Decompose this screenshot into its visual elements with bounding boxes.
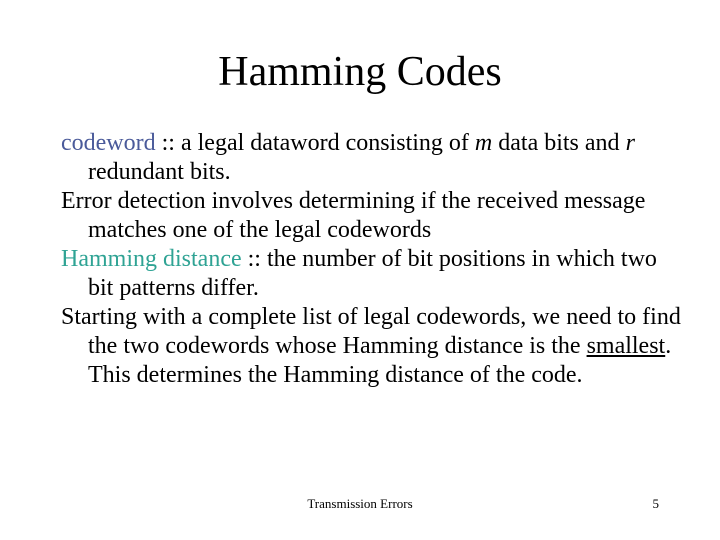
definition-text-2: data bits and xyxy=(492,130,626,156)
slide-title: Hamming Codes xyxy=(218,49,502,95)
term-hamming-distance: Hamming distance xyxy=(61,246,242,272)
term-codeword: codeword xyxy=(61,130,156,156)
footer-title: Transmission Errors xyxy=(307,496,413,511)
starting-text-1: Starting with a complete list of legal codewords, we need to find the two codewords whose Hamming distance is the xyxy=(61,304,681,359)
page-number: 5 xyxy=(652,496,659,511)
definition-text-1: :: a legal dataword consisting of xyxy=(155,130,475,156)
definition-codeword xyxy=(61,129,681,187)
definition-text-3: redundant bits. xyxy=(88,159,231,185)
variable-r: r xyxy=(625,130,635,156)
definition-text: :: the number of bit positions in which two bit patterns differ. xyxy=(88,246,657,301)
bullet-starting xyxy=(61,303,681,390)
underlined-smallest: smallest xyxy=(586,333,666,359)
bullet-error-detection: Error detection involves determining if the received message matches one of the legal codewords xyxy=(61,188,646,243)
variable-m: m xyxy=(474,130,493,156)
slide-body xyxy=(61,129,681,390)
starting-text-2: . This determines the Hamming distance of the code. xyxy=(88,333,672,388)
definition-hamming-distance xyxy=(61,245,681,303)
